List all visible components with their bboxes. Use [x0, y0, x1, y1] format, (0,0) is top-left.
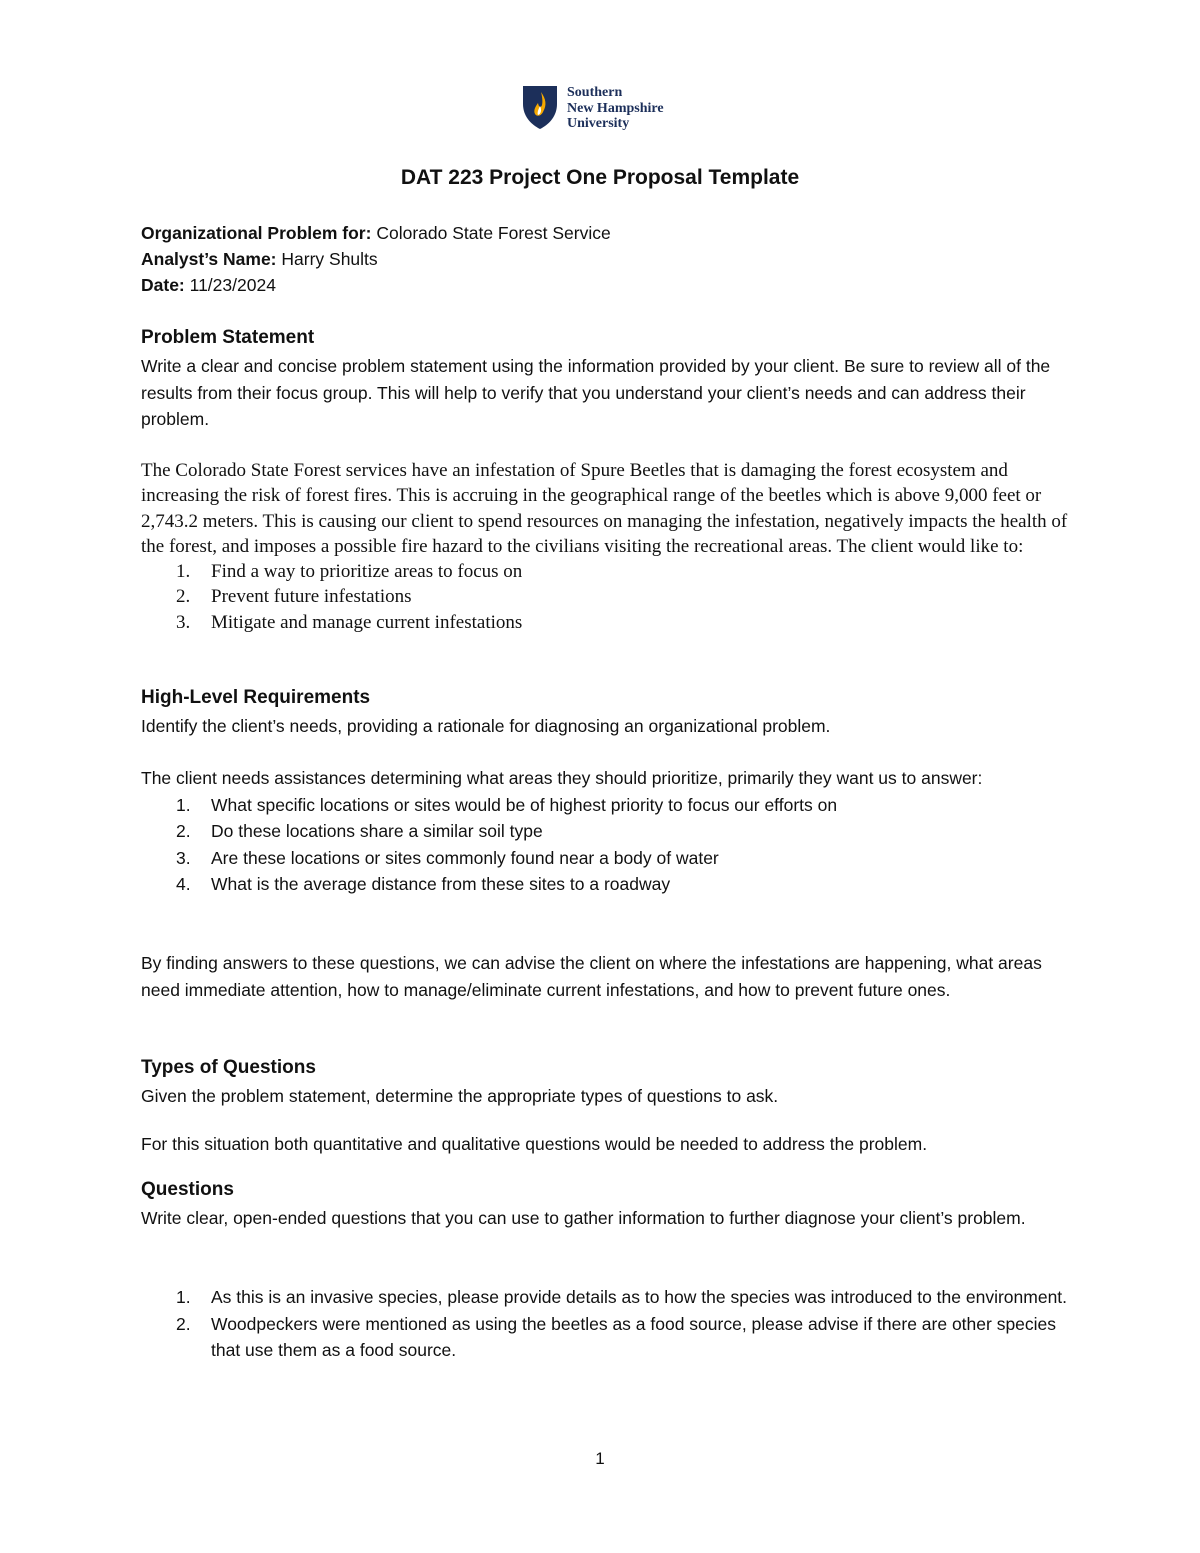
requirements-section — [141, 685, 1071, 740]
problem-statement-section — [141, 325, 1071, 433]
list-number: 1. — [176, 794, 191, 815]
requirements-answer — [141, 765, 1071, 898]
list-text: Mitigate and manage current infestations — [211, 611, 523, 633]
list-number: 4. — [176, 874, 191, 894]
meta-analyst — [141, 246, 1071, 272]
meta-block — [141, 220, 1071, 298]
meta-label: Organizational Problem for: — [141, 223, 372, 243]
answer-paragraph: For this situation both quantitative and qualitative questions would be needed to address the problem. — [141, 1134, 928, 1154]
section-heading: Problem Statement — [141, 327, 315, 348]
list-item — [141, 559, 1071, 584]
types-of-questions-answer — [141, 1131, 1071, 1158]
list-text: Are these locations or sites commonly found near a body of water — [211, 847, 719, 868]
numbered-list — [141, 792, 1071, 898]
types-of-questions-section — [141, 1055, 1071, 1110]
problem-statement-answer — [141, 458, 1071, 635]
list-item — [141, 792, 1071, 819]
logo-line: University — [567, 116, 630, 131]
list-item — [141, 610, 1071, 635]
list-text: What specific locations or sites would be of highest priority to focus our efforts on — [211, 794, 838, 815]
list-number: 3. — [176, 847, 191, 868]
meta-date — [141, 272, 1071, 298]
logo-wordmark — [567, 85, 664, 132]
list-item — [141, 818, 1071, 845]
meta-label: Date: — [141, 275, 185, 295]
meta-value: Colorado State Forest Service — [376, 223, 611, 243]
document-title: DAT 223 Project One Proposal Template — [400, 166, 800, 189]
meta-label: Analyst’s Name: — [141, 249, 277, 269]
university-logo — [521, 84, 664, 132]
list-item — [141, 871, 1071, 898]
list-text: Woodpeckers were mentioned as using the beetles as a food source, please advise if there are other species that use them as a food source. — [211, 1313, 1057, 1360]
answer-paragraph: By finding answers to these questions, we can advise the client on where the infestations are happening, what areas need immediate attention, how to manage/eliminate current infestations, and how to prevent future ones. — [141, 953, 1042, 1000]
questions-section — [141, 1177, 1071, 1232]
logo-line: Southern — [567, 85, 623, 100]
list-text: Prevent future infestations — [211, 586, 412, 608]
numbered-list — [141, 559, 1071, 635]
section-prompt: Given the problem statement, determine the appropriate types of questions to ask. — [141, 1086, 779, 1106]
list-number: 1. — [176, 561, 191, 583]
list-number: 2. — [176, 586, 191, 608]
list-number: 1. — [176, 1287, 191, 1307]
page-number: 1 — [595, 1449, 605, 1468]
list-text: Find a way to prioritize areas to focus on — [211, 561, 523, 583]
section-prompt: Write a clear and concise problem statement using the information provided by your client. Be sure to review all of the results from their focus group. This will help to verify that you understand your client’s needs and can address their problem. — [141, 356, 1051, 429]
answer-paragraph: The client needs assistances determining what areas they should prioritize, primarily they want us to answer: — [141, 768, 983, 788]
list-text: Do these locations share a similar soil type — [211, 821, 543, 841]
list-item — [141, 584, 1071, 609]
list-item — [141, 1311, 1071, 1364]
list-item — [141, 845, 1071, 872]
list-number: 2. — [176, 1313, 191, 1334]
numbered-list — [141, 1284, 1071, 1364]
questions-list-block — [141, 1284, 1071, 1364]
logo-line: New Hampshire — [567, 100, 664, 116]
shield-flame-icon — [521, 84, 559, 130]
section-prompt: Identify the client’s needs, providing a rationale for diagnosing an organizational problem. — [141, 716, 831, 736]
section-heading: Questions — [141, 1179, 234, 1200]
list-number: 2. — [176, 821, 191, 841]
list-text: What is the average distance from these sites to a roadway — [211, 874, 671, 894]
section-prompt: Write clear, open-ended questions that you can use to gather information to further diagnose your client’s problem. — [141, 1208, 1026, 1228]
meta-organization — [141, 220, 1071, 246]
meta-value: 11/23/2024 — [189, 275, 276, 295]
list-number: 3. — [176, 611, 191, 633]
list-text: As this is an invasive species, please provide details as to how the species was introduced to the environment. — [211, 1287, 1068, 1307]
requirements-closing — [141, 950, 1071, 1003]
section-heading: High-Level Requirements — [141, 687, 371, 708]
meta-value: Harry Shults — [281, 249, 378, 269]
answer-paragraph: The Colorado State Forest services have an infestation of Spure Beetles that is damaging the forest ecosystem and increasing the risk of forest fires. This is accruing in the geographical range of the beetles which is above 9,000 feet or 2,743.2 meters. This is causing our client to spend resources on managing the infestation, negatively impacts the health of the forest, and imposes a possible fire hazard to the civilians visiting the recreational areas. The client would like to: — [141, 460, 1068, 557]
section-heading: Types of Questions — [141, 1057, 316, 1078]
list-item — [141, 1284, 1071, 1311]
